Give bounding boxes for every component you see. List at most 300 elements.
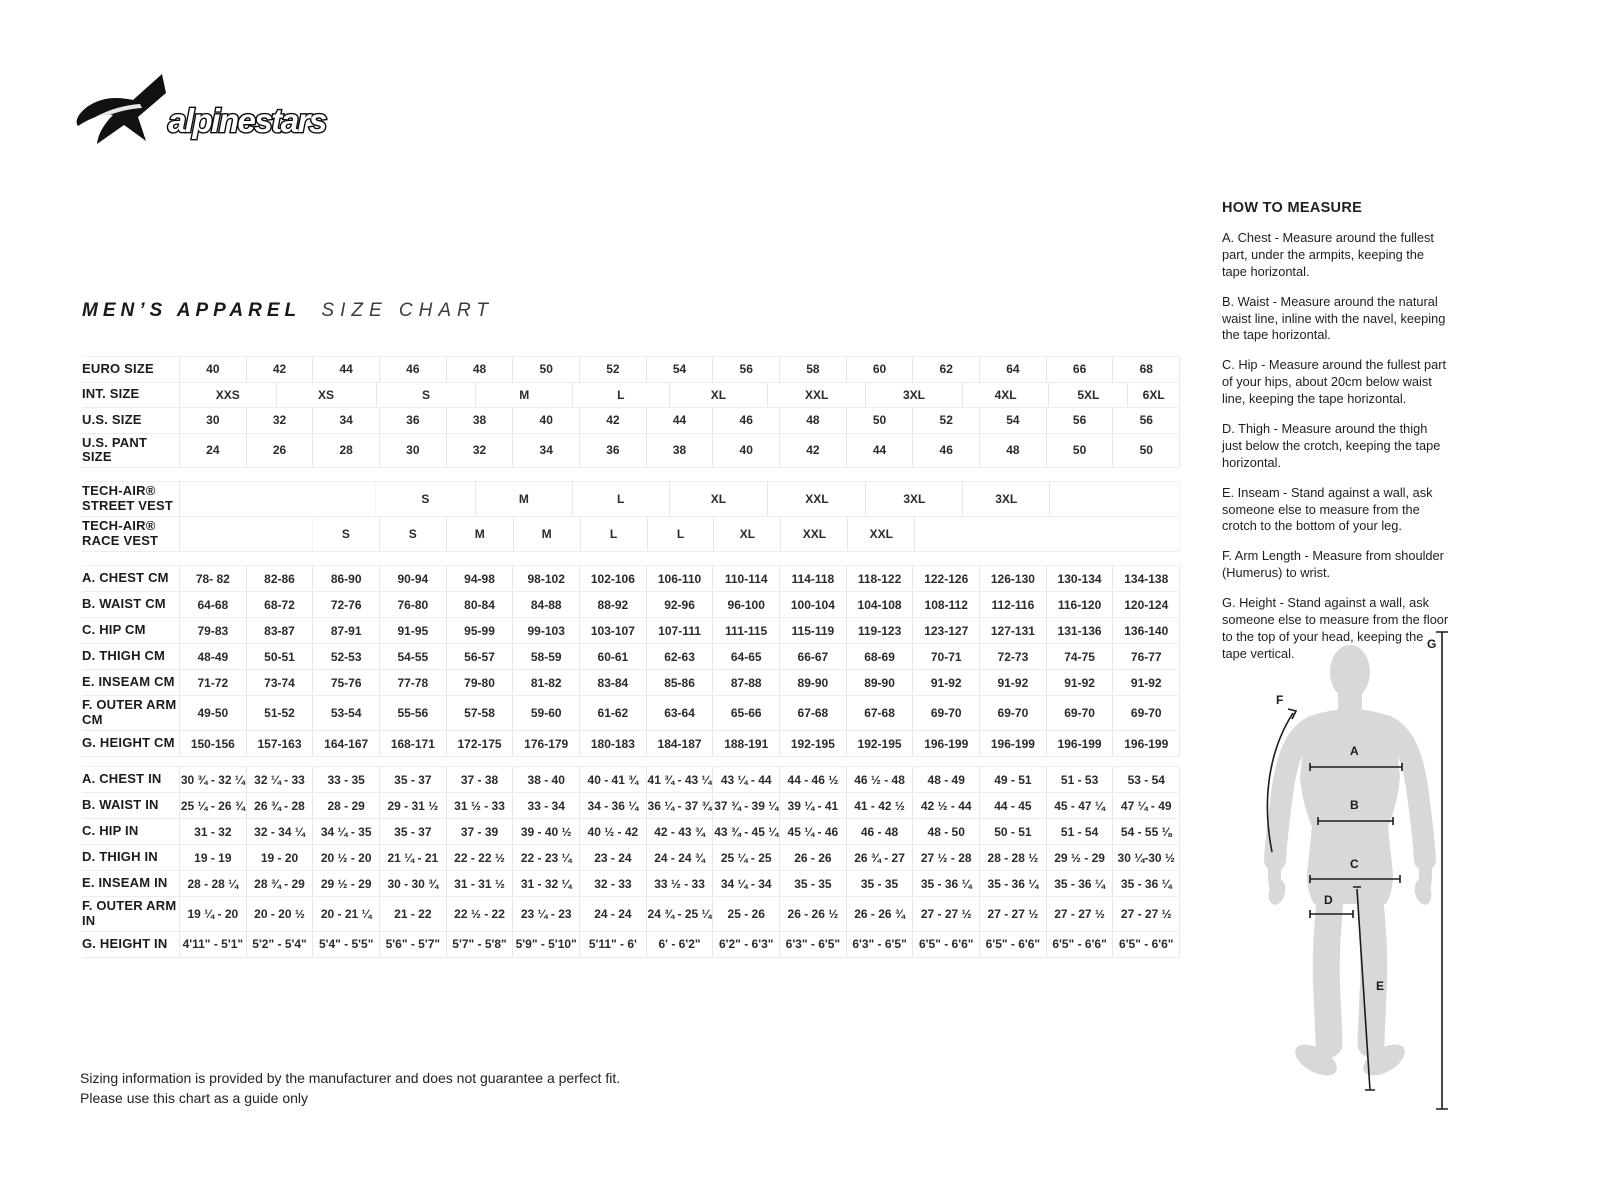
table-cell: 91-92 xyxy=(1113,670,1180,695)
table-cell: 118-122 xyxy=(847,566,914,591)
table-cell: 89-90 xyxy=(780,670,847,695)
table-cell: 76-80 xyxy=(380,592,447,617)
table-cell: 30 ¾ - 32 ¼ xyxy=(180,767,247,792)
table-cell: 56 xyxy=(713,357,780,382)
label-e: E xyxy=(1376,979,1385,993)
table-cell: 35 - 37 xyxy=(380,819,447,844)
table-cell: 71-72 xyxy=(180,670,247,695)
table-cell: 58 xyxy=(780,357,847,382)
table-row xyxy=(82,434,1180,469)
table-cell: 26 xyxy=(247,434,314,468)
table-cell: 27 - 27 ½ xyxy=(1047,897,1114,931)
table-cell: 45 - 47 ¼ xyxy=(1047,793,1114,818)
table-cell: 76-77 xyxy=(1113,644,1180,669)
table-cell: 102-106 xyxy=(580,566,647,591)
label-g: G xyxy=(1427,637,1437,651)
table-cell: 94-98 xyxy=(447,566,514,591)
height-line xyxy=(1436,632,1448,1109)
table-cell: 30 ¼-30 ½ xyxy=(1113,845,1180,870)
table-cell: 32 - 33 xyxy=(580,871,647,896)
table-cell: 26 - 26 ¾ xyxy=(847,897,914,931)
table-row xyxy=(82,766,1180,793)
table-cell: 32 - 34 ¼ xyxy=(247,819,314,844)
table-row xyxy=(82,408,1180,434)
table-cell: 61-62 xyxy=(580,696,647,730)
table-in-group xyxy=(82,766,1180,958)
table-cell: 74-75 xyxy=(1047,644,1114,669)
table-cell: 64-65 xyxy=(713,644,780,669)
table-cell: 26 - 26 xyxy=(780,845,847,870)
table-cell: 48 - 50 xyxy=(913,819,980,844)
measure-instruction-thigh: D. Thigh - Measure around the thigh just below the crotch, keeping the tape horizontal. xyxy=(1222,421,1441,470)
row-cells xyxy=(180,618,1180,643)
table-cell: 50-51 xyxy=(247,644,314,669)
table-cell: 4'11" - 5'1" xyxy=(180,932,247,957)
table-cell: 91-95 xyxy=(380,618,447,643)
table-cell xyxy=(180,482,376,516)
table-cell: 47 ¼ - 49 xyxy=(1113,793,1180,818)
table-cell: 75-76 xyxy=(313,670,380,695)
table-cell: 21 - 22 xyxy=(380,897,447,931)
table-cell: 25 ¼ - 25 xyxy=(713,845,780,870)
table-cell: 42 ½ - 44 xyxy=(913,793,980,818)
body-diagram xyxy=(1230,612,1560,1127)
table-cell: 43 ¾ - 45 ¼ xyxy=(713,819,780,844)
table-cell: 30 xyxy=(180,408,247,433)
row-label: C. HIP CM xyxy=(82,618,180,643)
table-cell: L xyxy=(573,482,670,516)
table-cell: 44 xyxy=(647,408,714,433)
table-cell: L xyxy=(648,517,715,551)
table-cell: 79-83 xyxy=(180,618,247,643)
table-row xyxy=(82,592,1180,618)
table-cell: M xyxy=(447,517,514,551)
table-cell: 36 xyxy=(380,408,447,433)
table-cell: 115-119 xyxy=(780,618,847,643)
table-cell: 38 - 40 xyxy=(513,767,580,792)
table-cell: 87-91 xyxy=(313,618,380,643)
size-chart-table xyxy=(82,356,1180,958)
table-cell: L xyxy=(581,517,648,551)
table-row xyxy=(82,871,1180,897)
table-row xyxy=(82,356,1180,383)
row-cells xyxy=(180,644,1180,669)
table-cell: 34 ¼ - 35 xyxy=(313,819,380,844)
table-cell: 53-54 xyxy=(313,696,380,730)
table-cell: 82-86 xyxy=(247,566,314,591)
table-cell: 56 xyxy=(1047,408,1114,433)
table-cell: 37 - 39 xyxy=(447,819,514,844)
table-row xyxy=(82,618,1180,644)
table-cell: XL xyxy=(670,383,769,408)
table-cell: 48 - 49 xyxy=(913,767,980,792)
table-cell: 98-102 xyxy=(513,566,580,591)
table-cell: 196-199 xyxy=(1047,731,1114,756)
table-cell: 131-136 xyxy=(1047,618,1114,643)
table-cell: 36 xyxy=(580,434,647,468)
table-cell: 81-82 xyxy=(513,670,580,695)
table-cell: 91-92 xyxy=(913,670,980,695)
row-cells xyxy=(180,845,1180,870)
table-cell: 96-100 xyxy=(713,592,780,617)
table-cell: 196-199 xyxy=(1113,731,1180,756)
table-cell: XXL xyxy=(768,482,866,516)
table-vest-group xyxy=(82,481,1180,552)
table-cell: 85-86 xyxy=(647,670,714,695)
table-cm-group xyxy=(82,565,1180,757)
table-cell: 54-55 xyxy=(380,644,447,669)
table-cell: 110-114 xyxy=(713,566,780,591)
row-label: D. THIGH CM xyxy=(82,644,180,669)
table-cell: 83-87 xyxy=(247,618,314,643)
page-title xyxy=(82,300,494,322)
table-cell: 123-127 xyxy=(913,618,980,643)
table-row xyxy=(82,481,1180,517)
table-cell: 52 xyxy=(580,357,647,382)
table-cell: 65-66 xyxy=(713,696,780,730)
measure-instruction-height: G. Height - Stand against a wall, ask someone else to measure from the floor to the top of your head, keeping the tape vertical. xyxy=(1222,595,1449,661)
table-cell: 5XL xyxy=(1049,383,1128,408)
row-cells xyxy=(180,592,1180,617)
table-cell: 28 - 28 ¼ xyxy=(180,871,247,896)
row-label: B. WAIST IN xyxy=(82,793,180,818)
table-cell: 40 xyxy=(180,357,247,382)
table-cell: 6'5" - 6'6" xyxy=(1047,932,1114,957)
table-cell: 180-183 xyxy=(580,731,647,756)
table-cell: 90-94 xyxy=(380,566,447,591)
table-cell: 86-90 xyxy=(313,566,380,591)
logo-wordmark: alpinestars xyxy=(168,102,326,139)
table-cell: 78- 82 xyxy=(180,566,247,591)
table-row xyxy=(82,897,1180,932)
table-cell: 34 ¼ - 34 xyxy=(713,871,780,896)
table-cell: 35 - 36 ¼ xyxy=(980,871,1047,896)
label-f: F xyxy=(1276,693,1284,707)
table-cell: 168-171 xyxy=(380,731,447,756)
table-cell: 134-138 xyxy=(1113,566,1180,591)
table-cell: 68-72 xyxy=(247,592,314,617)
table-cell: 25 ¼ - 26 ¾ xyxy=(180,793,247,818)
table-cell: 112-116 xyxy=(980,592,1047,617)
table-cell: 130-134 xyxy=(1047,566,1114,591)
table-cell: 20 - 21 ¼ xyxy=(313,897,380,931)
table-cell: 83-84 xyxy=(580,670,647,695)
row-cells xyxy=(180,408,1180,433)
row-label: A. CHEST CM xyxy=(82,566,180,591)
table-cell: 29 ½ - 29 xyxy=(313,871,380,896)
table-cell: 6' - 6'2" xyxy=(647,932,714,957)
table-cell: 40 xyxy=(713,434,780,468)
table-cell xyxy=(1050,482,1180,516)
table-cell: 27 - 27 ½ xyxy=(980,897,1047,931)
table-cell: 192-195 xyxy=(780,731,847,756)
table-cell: 126-130 xyxy=(980,566,1047,591)
table-cell: 72-76 xyxy=(313,592,380,617)
table-cell: 120-124 xyxy=(1113,592,1180,617)
table-cell: XXL xyxy=(848,517,915,551)
table-cell: 84-88 xyxy=(513,592,580,617)
how-to-measure-heading: HOW TO MEASURE xyxy=(1222,200,1363,216)
table-cell: 28 - 28 ½ xyxy=(980,845,1047,870)
table-cell: 100-104 xyxy=(780,592,847,617)
table-cell: 24 - 24 ¾ xyxy=(647,845,714,870)
table-cell: 114-118 xyxy=(780,566,847,591)
table-cell: 23 - 24 xyxy=(580,845,647,870)
table-cell: 35 - 37 xyxy=(380,767,447,792)
table-cell: 70-71 xyxy=(913,644,980,669)
table-cell: 33 - 34 xyxy=(513,793,580,818)
table-cell: 29 ½ - 29 xyxy=(1047,845,1114,870)
table-cell: 150-156 xyxy=(180,731,247,756)
measure-instruction-arm: F. Arm Length - Measure from shoulder (Humerus) to wrist. xyxy=(1222,548,1444,581)
label-c: C xyxy=(1350,857,1359,871)
alpinestars-logo xyxy=(76,72,356,160)
table-cell: 32 xyxy=(447,434,514,468)
table-cell: 87-88 xyxy=(713,670,780,695)
table-gap xyxy=(82,552,1180,565)
row-label: INT. SIZE xyxy=(82,383,180,408)
table-cell: 119-123 xyxy=(847,618,914,643)
table-cell: 41 - 42 ½ xyxy=(847,793,914,818)
table-cell: 46 xyxy=(713,408,780,433)
table-row xyxy=(82,932,1180,958)
table-cell: 24 ¾ - 25 ¼ xyxy=(647,897,714,931)
table-cell: 58-59 xyxy=(513,644,580,669)
table-cell: 46 xyxy=(913,434,980,468)
row-cells xyxy=(180,566,1180,591)
table-cell: 26 - 26 ½ xyxy=(780,897,847,931)
table-gap xyxy=(82,757,1180,766)
table-cell: 91-92 xyxy=(980,670,1047,695)
table-cell: 52 xyxy=(913,408,980,433)
table-cell: 28 ¾ - 29 xyxy=(247,871,314,896)
table-cell: 51-52 xyxy=(247,696,314,730)
table-cell: 35 - 35 xyxy=(780,871,847,896)
table-cell: 28 - 29 xyxy=(313,793,380,818)
table-cell: 184-187 xyxy=(647,731,714,756)
table-row xyxy=(82,731,1180,757)
table-cell: 26 ¾ - 27 xyxy=(847,845,914,870)
table-cell: 35 - 35 xyxy=(847,871,914,896)
table-cell: 50 xyxy=(847,408,914,433)
table-cell: 6'5" - 6'6" xyxy=(913,932,980,957)
table-cell: 196-199 xyxy=(913,731,980,756)
table-cell: 66 xyxy=(1047,357,1114,382)
table-cell: 40 xyxy=(513,408,580,433)
row-label: U.S. SIZE xyxy=(82,408,180,433)
table-cell: 32 xyxy=(247,408,314,433)
table-cell: 104-108 xyxy=(847,592,914,617)
table-cell: 30 - 30 ¾ xyxy=(380,871,447,896)
row-label: F. OUTER ARM CM xyxy=(82,696,180,730)
table-cell: 54 - 55 ⅛ xyxy=(1113,819,1180,844)
table-cell: 35 - 36 ¼ xyxy=(1113,871,1180,896)
table-cell: 43 ¼ - 44 xyxy=(713,767,780,792)
table-cell: 122-126 xyxy=(913,566,980,591)
table-cell: 35 - 36 ¼ xyxy=(1047,871,1114,896)
table-gap xyxy=(82,468,1180,481)
table-cell: 67-68 xyxy=(847,696,914,730)
table-cell: 172-175 xyxy=(447,731,514,756)
row-cells xyxy=(180,767,1180,792)
table-cell: 41 ¾ - 43 ¼ xyxy=(647,767,714,792)
row-cells xyxy=(180,517,1180,551)
table-cell: 164-167 xyxy=(313,731,380,756)
table-cell: 19 - 19 xyxy=(180,845,247,870)
table-cell: 42 xyxy=(780,434,847,468)
row-label: G. HEIGHT CM xyxy=(82,731,180,756)
table-row xyxy=(82,517,1180,552)
disclaimer-line-1: Sizing information is provided by the manufacturer and does not guarantee a perfect fit. xyxy=(80,1070,621,1086)
table-cell: 73-74 xyxy=(247,670,314,695)
table-cell: 196-199 xyxy=(980,731,1047,756)
row-label: E. INSEAM CM xyxy=(82,670,180,695)
table-cell: 32 ¼ - 33 xyxy=(247,767,314,792)
table-cell: 6'3" - 6'5" xyxy=(847,932,914,957)
table-cell: 33 ½ - 33 xyxy=(647,871,714,896)
table-cell: 54 xyxy=(980,408,1047,433)
table-cell: 42 xyxy=(247,357,314,382)
table-cell: 55-56 xyxy=(380,696,447,730)
row-label: E. INSEAM IN xyxy=(82,871,180,896)
row-cells xyxy=(180,932,1180,957)
table-cell: 34 xyxy=(313,408,380,433)
table-cell: 48 xyxy=(980,434,1047,468)
table-cell: 19 - 20 xyxy=(247,845,314,870)
table-cell: 5'4" - 5'5" xyxy=(313,932,380,957)
table-cell: 6'5" - 6'6" xyxy=(1113,932,1180,957)
table-cell: 44 xyxy=(313,357,380,382)
row-label: TECH-AIR® RACE VEST xyxy=(82,517,180,551)
table-cell: 21 ¼ - 21 xyxy=(380,845,447,870)
table-cell: S xyxy=(376,482,476,516)
table-cell: 3XL xyxy=(963,482,1050,516)
table-cell: 48 xyxy=(447,357,514,382)
table-cell: 57-58 xyxy=(447,696,514,730)
table-cell: 99-103 xyxy=(513,618,580,643)
how-to-measure-section xyxy=(1222,200,1450,676)
row-cells xyxy=(180,731,1180,756)
table-cell: 188-191 xyxy=(713,731,780,756)
table-cell: 51 - 54 xyxy=(1047,819,1114,844)
row-label: F. OUTER ARM IN xyxy=(82,897,180,931)
label-d: D xyxy=(1324,893,1333,907)
table-cell: 28 xyxy=(313,434,380,468)
table-cell: 116-120 xyxy=(1047,592,1114,617)
table-row xyxy=(82,845,1180,871)
table-cell: 56 xyxy=(1113,408,1180,433)
table-cell: 64-68 xyxy=(180,592,247,617)
table-cell: 56-57 xyxy=(447,644,514,669)
row-cells xyxy=(180,357,1180,382)
table-cell: 35 - 36 ¼ xyxy=(913,871,980,896)
table-cell: 6'3" - 6'5" xyxy=(780,932,847,957)
table-cell: 6'2" - 6'3" xyxy=(713,932,780,957)
table-row xyxy=(82,670,1180,696)
table-cell: XXL xyxy=(768,383,866,408)
table-cell: 20 - 20 ½ xyxy=(247,897,314,931)
table-cell: 37 ¾ - 39 ¼ xyxy=(713,793,780,818)
table-cell: 25 - 26 xyxy=(713,897,780,931)
row-cells xyxy=(180,897,1180,931)
table-cell: 27 ½ - 28 xyxy=(913,845,980,870)
table-cell: 40 - 41 ¾ xyxy=(580,767,647,792)
label-a: A xyxy=(1350,744,1359,758)
table-cell: 69-70 xyxy=(1047,696,1114,730)
table-cell: M xyxy=(476,383,573,408)
table-cell: 108-112 xyxy=(913,592,980,617)
row-cells xyxy=(180,793,1180,818)
row-cells xyxy=(180,819,1180,844)
table-cell: L xyxy=(573,383,670,408)
table-cell: 72-73 xyxy=(980,644,1047,669)
table-cell: 34 - 36 ¼ xyxy=(580,793,647,818)
page-title-primary: MEN’S APPAREL xyxy=(82,300,302,321)
row-label: TECH-AIR® STREET VEST xyxy=(82,482,180,516)
row-cells xyxy=(180,482,1180,516)
table-cell: 34 xyxy=(513,434,580,468)
label-b: B xyxy=(1350,798,1359,812)
table-row xyxy=(82,383,1180,409)
row-label: B. WAIST CM xyxy=(82,592,180,617)
table-row xyxy=(82,696,1180,731)
table-cell: 31 - 31 ½ xyxy=(447,871,514,896)
table-cell: 62-63 xyxy=(647,644,714,669)
table-cell: 79-80 xyxy=(447,670,514,695)
table-cell: 22 ½ - 22 xyxy=(447,897,514,931)
table-cell: 3XL xyxy=(866,482,963,516)
table-cell: 42 - 43 ¾ xyxy=(647,819,714,844)
table-cell: 60-61 xyxy=(580,644,647,669)
table-cell: 68 xyxy=(1113,357,1180,382)
table-cell: XL xyxy=(670,482,769,516)
table-cell: 54 xyxy=(647,357,714,382)
table-cell: 3XL xyxy=(866,383,963,408)
table-cell: 45 ¼ - 46 xyxy=(780,819,847,844)
row-cells xyxy=(180,383,1180,408)
table-row xyxy=(82,565,1180,592)
table-cell: 92-96 xyxy=(647,592,714,617)
table-cell: XXS xyxy=(180,383,277,408)
row-label: A. CHEST IN xyxy=(82,767,180,792)
table-cell: 31 - 32 ¼ xyxy=(513,871,580,896)
table-cell: 192-195 xyxy=(847,731,914,756)
table-cell: M xyxy=(476,482,573,516)
row-cells xyxy=(180,696,1180,730)
table-cell: 107-111 xyxy=(647,618,714,643)
table-cell: 44 xyxy=(847,434,914,468)
table-cell: 46 - 48 xyxy=(847,819,914,844)
table-cell: 49 - 51 xyxy=(980,767,1047,792)
table-cell: 67-68 xyxy=(780,696,847,730)
alpinestars-logo-icon xyxy=(76,72,356,160)
table-cell: 5'7" - 5'8" xyxy=(447,932,514,957)
table-cell: 91-92 xyxy=(1047,670,1114,695)
row-label: D. THIGH IN xyxy=(82,845,180,870)
table-cell: 53 - 54 xyxy=(1113,767,1180,792)
row-label: U.S. PANT SIZE xyxy=(82,434,180,468)
table-cell: 27 - 27 ½ xyxy=(1113,897,1180,931)
table-cell: 157-163 xyxy=(247,731,314,756)
table-cell: 24 xyxy=(180,434,247,468)
row-cells xyxy=(180,670,1180,695)
table-cell: 20 ½ - 20 xyxy=(313,845,380,870)
table-cell: 39 ¼ - 41 xyxy=(780,793,847,818)
table-cell: XL xyxy=(714,517,781,551)
table-cell: 103-107 xyxy=(580,618,647,643)
table-cell: XS xyxy=(277,383,377,408)
table-cell: 38 xyxy=(447,408,514,433)
